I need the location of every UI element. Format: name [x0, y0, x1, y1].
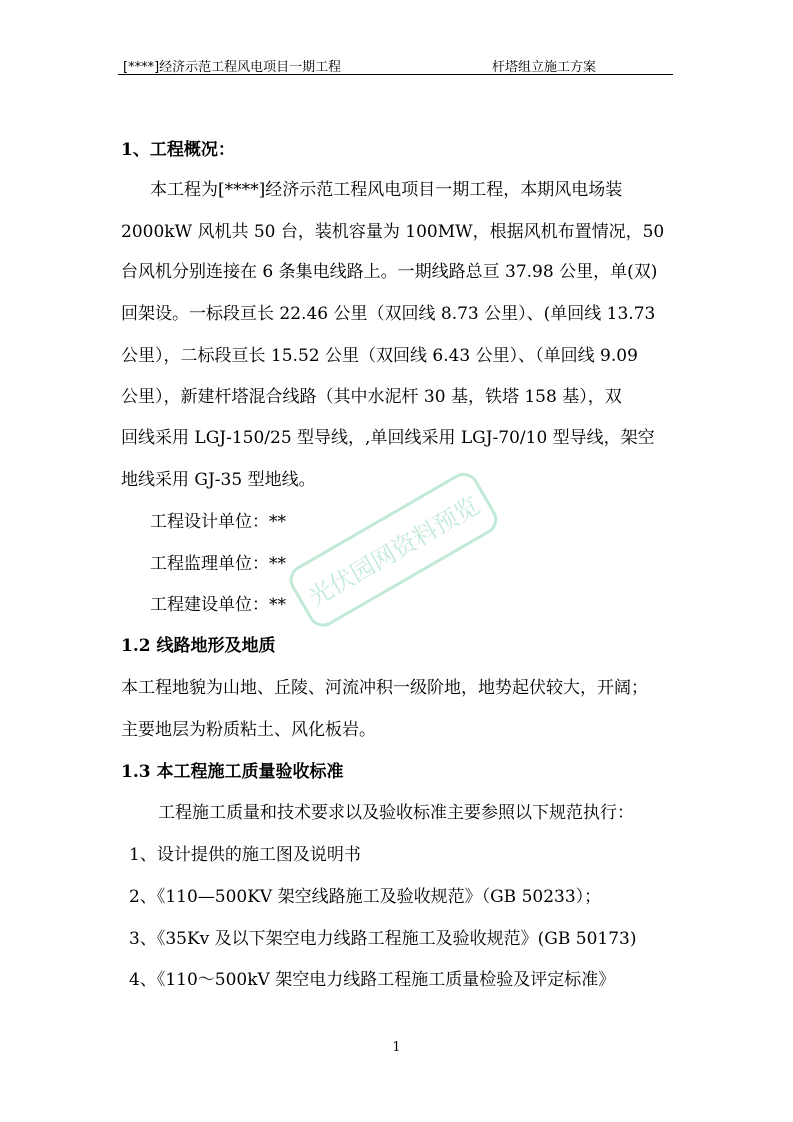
list-item: 3、《35Kv 及以下架空电力线路工程施工及验收规范》(GB 50173)	[129, 929, 637, 949]
list-item: 2、《110—500KV 架空线路施工及验收规范》（GB 50233）；	[129, 887, 602, 907]
list-item: 1、设计提供的施工图及说明书	[129, 845, 361, 865]
paragraph-line: 主要地层为粉质粘土、风化板岩。	[121, 720, 376, 740]
paragraph-line: 公里），二标段亘长 15.52 公里（双回线 6.43 公里）、（单回线 9.09	[121, 346, 638, 366]
paragraph-line: 回线采用 LGJ-150/25 型导线，,单回线采用 LGJ-70/10 型导线，架空	[121, 428, 655, 448]
paragraph-line: 台风机分别连接在 6 条集电线路上。一期线路总亘 37.98 公里，单(双)	[121, 262, 658, 282]
watermark-frame	[286, 470, 501, 630]
section-heading-overview: 1、工程概况：	[121, 140, 235, 160]
paragraph-line: 公里），新建杆塔混合线路（其中水泥杆 30 基，铁塔 158 基），双	[121, 387, 622, 407]
watermark-stamp	[276, 470, 511, 630]
page-number: 1	[392, 1040, 401, 1055]
watermark-text: 光伏园网资料预览	[303, 491, 485, 612]
header-rule	[118, 74, 673, 75]
paragraph-line: 本工程为[****]经济示范工程风电项目一期工程，本期风电场装	[150, 180, 623, 200]
construction-unit: 工程建设单位：**	[150, 595, 286, 615]
paragraph-line: 工程施工质量和技术要求以及验收标准主要参照以下规范执行：	[158, 803, 634, 823]
section-heading-terrain: 1.2 线路地形及地质	[121, 636, 276, 656]
header-doc-title: 杆塔组立施工方案	[492, 60, 597, 75]
paragraph-line: 地线采用 GJ-35 型地线。	[121, 470, 316, 490]
list-item: 4、《110～500kV 架空电力线路工程施工质量检验及评定标准》	[129, 970, 616, 990]
paragraph-line: 本工程地貌为山地、丘陵、河流冲积一级阶地，地势起伏较大，开阔；	[121, 678, 648, 698]
paragraph-line: 2000kW 风机共 50 台，装机容量为 100MW，根据风机布置情况，50	[121, 222, 665, 242]
header-project-title: [****]经济示范工程风电项目一期工程	[123, 60, 342, 75]
section-heading-standards: 1.3 本工程施工质量验收标准	[121, 762, 344, 782]
supervision-unit: 工程监理单位：**	[150, 554, 286, 574]
design-unit: 工程设计单位：**	[150, 512, 286, 532]
paragraph-line: 回架设。一标段亘长 22.46 公里（双回线 8.73 公里）、(单回线 13.73	[121, 304, 656, 324]
